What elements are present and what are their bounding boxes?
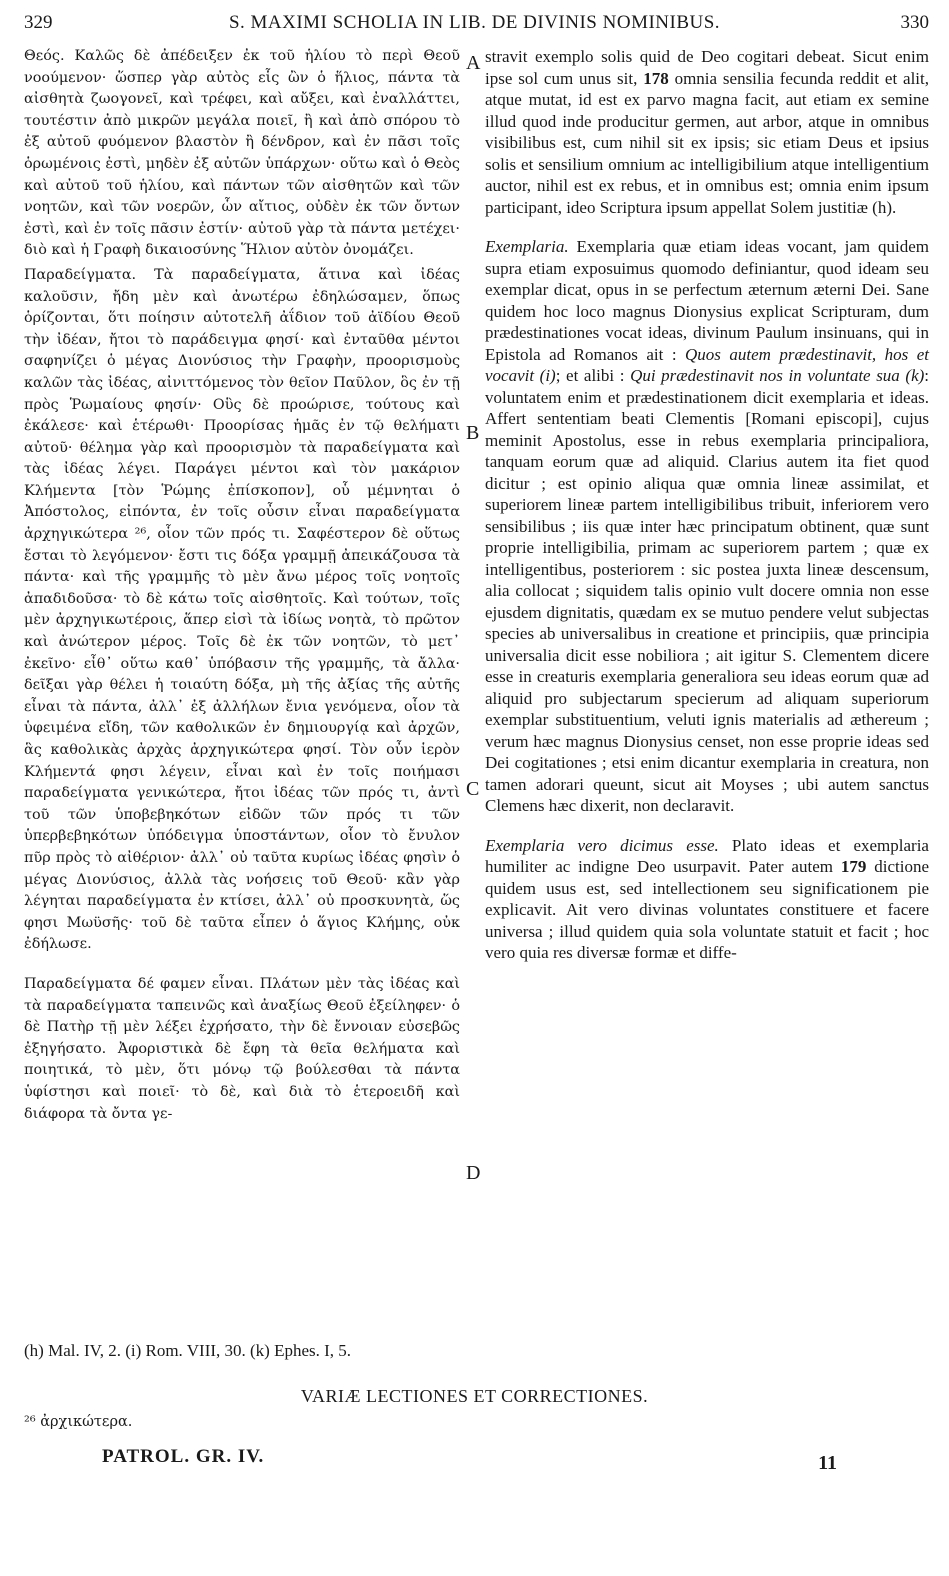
sheet-signature: 11 bbox=[818, 1452, 837, 1474]
variant-note-26: ²⁶ ἀρχικώτερα. bbox=[24, 1414, 133, 1430]
section-marker-b: B bbox=[466, 422, 480, 444]
lemma-exemplaria: Exemplaria. bbox=[485, 237, 569, 256]
latin-paragraph-1: stravit exemplo solis quid de Deo cogitari debeat. Sicut enim ipse sol cum unus sit, 178 omnia sensilia fecunda reddit et alit, atque mutat, id est ex parvo magna facit, aut etiam ex semine illud quod inde producitur germen, aut arbor, atque in omnibus visibilibus est, cum nihil sit ex ipsis; sic etiam Deus et ipsius solis et sensilium omnium ac intelligibilium atque intelligentium auctor, nihil est ex rebus, et in omnibus est; omnia enim ipsum participant, ideo Scriptura ipsum appellat Solem justitiæ (h). bbox=[485, 47, 930, 217]
footnotes: (h) Mal. IV, 2. (i) Rom. VIII, 30. (k) Ephes. I, 5. bbox=[24, 1341, 352, 1360]
greek-column bbox=[24, 46, 460, 1125]
variae-lectiones-title: VARIÆ LECTIONES ET CORRECTIONES. bbox=[300, 1386, 649, 1406]
section-marker-d: D bbox=[466, 1162, 481, 1184]
column-number-178: 178 bbox=[643, 68, 669, 88]
latin-column bbox=[485, 46, 929, 964]
section-marker-a: A bbox=[466, 52, 481, 74]
greek-paragraph-3: Παραδείγματα δέ φαμεν εἶναι. Πλάτων μὲν τὰς ἰδέας καὶ τὰ παραδείγματα ταπεινῶς καὶ ἀναξίως Θεοῦ ἐξείληφεν· ὁ δὲ Πατὴρ τῇ μὲν λέξει ἐχρήσατο, τὴν δὲ ἔννοιαν εὐσεβῶς ἐξηγήσατο. Ἀφοριστικὰ δὲ ἔφη τὰ θεῖα θελήματα καὶ ποιητικά, τὸ μὲν, ὅτι μόνῳ τῷ βούλεσθαι τὰ πάντα ὑφίστησι καὶ ποιεῖ· τὸ δὲ, καὶ διὰ τὸ ἑτεροειδῆ καὶ διάφορα τὰ ὄντα γε- bbox=[24, 975, 460, 1122]
latin-paragraph-2: Exemplaria. Exemplaria quæ etiam ideas vocant, jam quidem supra etiam exposuimus quomodo definiantur, quod ideam seu exemplar dicat, opus in se perfectum æternum æterni Dei. Sane quidem hoc loco magnus Dionysius explicat Scripturam, dum prædestinationes vocat ideas, divinum Paulum insinuans, qui in Epistola ad Romanos ait : Quos autem prædestinavit, hos et vocavit (i); et alibi : Qui prædestinavit nos in voluntate sua (k): voluntatem enim et prædestinationem dicit exemplaria et ideas. Affert sententiam beati Clementis [Romani episcopi], cujus meminit Apostolus, esse in rebus exemplaria principaliora, tanquam eorum quæ ad aliquid. Clarius autem ita fiet quod dicitur ; est opinio aliqua quæ omnia lineæ assimilat, et superiorem lineæ partem intelligibilibus tribuit, inferiorem vero sensibilibus ; iis quæ inter hæc principatum obtinent, quæ sunt proprie intelligibilia, primam ac superiorem partem ; quæ ex intelligentibus, posteriorem : sic postea juxta lineæ descensum, alia collocat ; siquidem talis opinio vult docere omnia non esse ejusdem dignitatis, quædam ex se mutuo pendere velut subjectas species ab universalibus in creatione et principiis, quæ principia universalia dicit esse nobiliora ; ait igitur S. Clementem dicere esse in creaturis exemplaria generaliora seu ideas eorum quæ ad aliquid pro subjectarum specierum ad aliquam superiorum exemplar substituentium, veluti ignis materialis ad æthereum ; verum hæc magnus Dionysius censet, non esse proprie ideas sed Dei cogitationes ; etsi enim dicantur exemplaria in creatura, non tamen adorari queunt, sicut ait Moyses ; ubi autem sanctus Clemens hæc dixerit, non declaravit. bbox=[485, 237, 930, 815]
running-header bbox=[0, 12, 949, 38]
greek-paragraph-2: Παραδείγματα. Τὰ παραδείγματα, ἅτινα καὶ ἰδέας καλοῦσιν, ἤδη μὲν καὶ ἀνωτέρω ἐδηλώσαμεν, ὅπως ὁρίζονται, ὅτι ποίησιν αὐτοτελῆ ἀΐδιον τοῦ ἀϊδίου Θεοῦ τὴν ἰδέαν, ἤτοι τὸ παράδειγμα φησί· καὶ ἐνταῦθα μέντοι σαφηνίζει ὁ μέγας Διονύσιος τὴν Γραφὴν, προορισμοὺς καλῶν τὰς ἰδέας, αἰνιττόμενος τὸν θεῖον Παῦλον, ὃς ἐν τῇ πρὸς Ῥωμαίους φησίν· Οὓς δὲ προώρισε, τούτους καὶ ἐκάλεσε· καὶ ἑτέρωθι· Προορίσας ἡμᾶς ἐν τῷ θελήματι αὐτοῦ· θέλημα γὰρ καὶ προορισμὸν τὰ παραδείγματα καὶ τὰς ἰδέας λέγει. Παράγει μέντοι καὶ τὸν μακάριον Κλήμεντα [τὸν Ῥώμης ἐπίσκοπον], οὗ μέμνηται ὁ Ἀπόστολος, εἰπόντα, ἐν τοῖς οὖσιν εἶναι παραδείγματα ἀρχηγικώτερα ²⁶, οἷον τῶν πρός τι. Σαφέστερον δὲ οὕτως ἔσται τὸ λεγόμενον· ἔστι τις δόξα γραμμῇ ἀπεικάζουσα τὰ πάντα· καὶ τῆς γραμμῆς τὸ μὲν ἄνω μέρος τοῖς νοητοῖς ἀπαδιδοῦσα· τὸ δὲ κάτω τοῖς αἰσθητοῖς. Καὶ τούτων, τοῖς μὲν ἀρχηγικωτέροις, ἅπερ εἰσὶ τὰ ἰδίως νοητὰ, τὸ πρῶτον καὶ ἀνώτερον μέρος. Τοῖς δὲ ἐκ τῶν νοητῶν, τὸ μετ᾽ ἐκεῖνο· εἶθ᾽ οὕτω καθ᾽ ὑπόβασιν τῆς γραμμῆς, τὰ ἄλλα· δεῖξαι γὰρ θέλει ἡ τοιαύτη δόξα, μὴ τῆς ἀξίας τῆς αὐτῆς εἶναι τὰ πάντα, ἀλλ᾽ ἐξ ἀλλήλων ἔνια γενόμενα, οἷον τὰ ὑφειμένα εἴδη, τῶν καθολικῶν ἐν δημιουργίᾳ καὶ ἀρχῶν, ἃς καθολικὰς ἀρχὰς ἀρχηγικώτερα φησί. Τὸν οὖν ἱερὸν Κλήμεντά φησι λέγειν, εἶναι καὶ ἐν τοῖς ποιήμασι παραδείγματα γενικώτερα, ἤτοι ἰδέας τῶν πρός τι, ἀντὶ τοῦ τῶν ὑποβεβηκότων εἰδῶν τῶν πρός τι τῶν ὑπερβεβηκότων ὑπόδειγμα ὑποστάντων, οἷον τὸ ἔνυλον πῦρ πρὸς τὸ αἰθέριον· ἀλλ᾽ οὐ ταῦτα κυρίως ἰδέας φησὶν ὁ μέγας Διονύσιος, ἀλλὰ τὰς νοήσεις τοῦ Θεοῦ· κἂν γὰρ λέγηται παραδείγματα ἐν κτίσει, ἀλλ᾽ οὐ προσκυνητὰ, ὥς φησι Μωϋσῆς· τοῦ δὲ ταῦτα εἶπεν ὁ ἅγιος Κλήμης, οὐκ ἐδήλωσε. bbox=[24, 266, 460, 953]
running-title: S. MAXIMI SCHOLIA IN LIB. DE DIVINIS NOMINIBUS. bbox=[228, 12, 721, 33]
quote-ephesians: Qui prædestinavit nos in voluntate sua (k) bbox=[630, 366, 925, 385]
lemma-exemplaria-vero: Exemplaria vero dicimus esse. bbox=[485, 835, 719, 855]
quote-romans: Quos autem prædestinavit, hos et vocavit (i) bbox=[485, 344, 929, 385]
patrologia-signature: PATROL. GR. IV. bbox=[102, 1446, 265, 1467]
latin-paragraph-3: Exemplaria vero dicimus esse. Plato ideas et exemplaria humiliter ac indigne Deo usurpavit. Pater autem 179 dictione quidem usus est, sed intellectionem seu significationem pie explicavit. Ait vero divinas voluntates constituere et facere universa ; illud quidem quia sola voluntate statuit et facit ; hoc vero quia res diversæ formæ et diffe- bbox=[485, 835, 930, 962]
page-number-right: 330 bbox=[900, 12, 929, 33]
section-marker-c: C bbox=[466, 778, 480, 800]
column-number-179: 179 bbox=[840, 857, 867, 876]
page-number-left: 329 bbox=[24, 12, 53, 33]
greek-paragraph-1: Θεός. Καλῶς δὲ ἀπέδειξεν ἐκ τοῦ ἡλίου τὸ περὶ Θεοῦ νοούμενον· ὥσπερ γὰρ αὐτὸς εἷς ὢν ὁ ἥλιος, πάντα τὰ αἰσθητὰ ζωογονεῖ, καὶ τρέφει, καὶ αὔξει, καὶ ἐναλλάττει, τουτέστιν ἀπὸ μικρῶν μεγάλα ποιεῖ, ἢ καὶ ἀπὸ σπόρου τὸ ἐξ αὐτοῦ φυόμενον βλαστὸν ἢ δένδρον, καὶ ἐν πᾶσι τοῖς ὁρωμένοις ἐστὶ, μηδὲν ἐξ αὐτῶν ὑπάρχων· οὕτω καὶ ὁ Θεὸς καὶ αὐτοῦ τοῦ ἡλίου, καὶ πάντων τῶν αἰσθητῶν καὶ τῶν νοητῶν, καὶ τῶν νοερῶν, ὧν αἴτιος, οὐδὲν ἐκ τῶν ὄντων ἐστὶ, καὶ ἐν τοῖς πᾶσιν ἐστίν· αὐτοῦ γὰρ τὰ πάντα μετέχει· διὸ καὶ ἡ Γραφὴ δικαιοσύνης Ἥλιον αὐτὸν ὀνομάζει. bbox=[24, 48, 460, 259]
